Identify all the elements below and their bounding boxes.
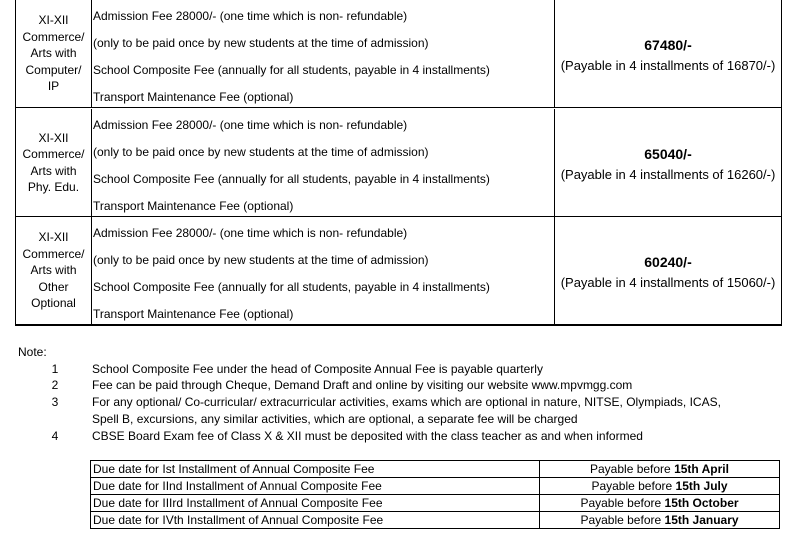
fee-item: (only to be paid once by new students at the time of admission) xyxy=(93,36,429,50)
fee-items-cell xyxy=(92,0,555,107)
note-text: For any optional/ Co-curricular/ extracurricular activities, exams which are optional in nature, NITSE, Olympiads, ICAS, xyxy=(92,395,721,409)
notes-heading: Note: xyxy=(18,345,47,359)
due-date: 15th April xyxy=(674,462,729,476)
due-date-label: Due date for IInd Installment of Annual Composite Fee xyxy=(91,478,540,495)
fee-item: Admission Fee 28000/- (one time which is non- refundable) xyxy=(93,226,408,240)
fee-item: School Composite Fee (annually for all students, payable in 4 installments) xyxy=(93,280,490,294)
fee-item: (only to be paid once by new students at the time of admission) xyxy=(93,145,429,159)
fee-item: Admission Fee 28000/- (one time which is non- refundable) xyxy=(93,118,408,132)
fee-item: Transport Maintenance Fee (optional) xyxy=(93,90,294,104)
due-date-value xyxy=(540,512,780,529)
note-text: Spell B, excursions, any similar activities, which are optional, a separate fee will be charged xyxy=(92,412,578,426)
fee-item: School Composite Fee (annually for all students, payable in 4 installments) xyxy=(93,172,490,186)
total-amount: 65040/- xyxy=(644,146,692,162)
due-date-value xyxy=(540,478,780,495)
class-cell xyxy=(16,217,92,324)
note-number: 1 xyxy=(51,362,59,376)
class-label-line: XI-XII xyxy=(38,130,69,145)
payable-prefix: Payable before xyxy=(580,496,662,510)
class-label-line: XI-XII xyxy=(38,230,69,245)
due-date-value xyxy=(540,461,780,478)
fee-items-cell xyxy=(92,109,555,216)
total-cell xyxy=(555,109,781,216)
total-cell xyxy=(555,0,781,107)
table-row xyxy=(91,512,780,529)
fee-row xyxy=(16,0,781,108)
fee-item: Admission Fee 28000/- (one time which is non- refundable) xyxy=(93,9,408,23)
installment-note: (Payable in 4 installments of 15060/-) xyxy=(560,275,776,290)
due-date-label: Due date for IIIrd Installment of Annual Composite Fee xyxy=(91,495,540,512)
due-date: 15th October xyxy=(664,496,739,510)
class-label-line: Other xyxy=(38,279,69,294)
class-label-line: Arts with xyxy=(30,163,77,178)
fee-item: School Composite Fee (annually for all students, payable in 4 installments) xyxy=(93,63,490,77)
class-cell xyxy=(16,109,92,216)
note-number: 3 xyxy=(51,395,59,409)
fee-items-cell xyxy=(92,217,555,324)
note-text: Fee can be paid through Cheque, Demand Draft and online by visiting our website www.mpvmgg.com xyxy=(92,378,633,392)
class-label-line: Arts with xyxy=(30,46,77,61)
class-label-line: Phy. Edu. xyxy=(27,180,80,194)
total-cell xyxy=(555,217,781,324)
class-label-line: Commerce/ xyxy=(22,29,85,44)
note-number: 4 xyxy=(51,429,59,443)
note-number: 2 xyxy=(51,378,59,392)
due-date-value xyxy=(540,495,780,512)
due-date: 15th July xyxy=(675,479,728,493)
class-label-line: Computer/ xyxy=(25,62,82,77)
class-label-line: Optional xyxy=(31,296,76,311)
total-amount: 60240/- xyxy=(644,254,692,270)
payable-prefix: Payable before xyxy=(580,513,662,527)
due-date: 15th January xyxy=(664,513,739,527)
fee-item: Transport Maintenance Fee (optional) xyxy=(93,199,294,213)
table-row xyxy=(91,461,780,478)
total-amount: 67480/- xyxy=(644,37,692,53)
installment-note: (Payable in 4 installments of 16870/-) xyxy=(560,58,776,73)
installment-note: (Payable in 4 installments of 16260/-) xyxy=(560,167,776,182)
note-text: School Composite Fee under the head of Composite Annual Fee is payable quarterly xyxy=(92,362,543,376)
fee-table xyxy=(15,0,782,326)
class-label-line: XI-XII xyxy=(38,13,69,28)
due-date-label: Due date for Ist Installment of Annual Composite Fee xyxy=(91,461,540,478)
fee-row xyxy=(16,217,781,326)
payable-prefix: Payable before xyxy=(590,462,671,476)
fee-item: (only to be paid once by new students at the time of admission) xyxy=(93,253,429,267)
class-label-line: Commerce/ xyxy=(22,246,85,261)
class-label-line: IP xyxy=(47,79,60,94)
class-label-line: Arts with xyxy=(30,263,77,278)
table-row xyxy=(91,478,780,495)
note-text: CBSE Board Exam fee of Class X & XII must be deposited with the class teacher as and when informed xyxy=(92,429,643,443)
due-date-label: Due date for IVth Installment of Annual Composite Fee xyxy=(91,512,540,529)
class-label-line: Commerce/ xyxy=(22,147,85,161)
payable-prefix: Payable before xyxy=(591,479,673,493)
fee-row xyxy=(16,109,781,217)
due-dates-table xyxy=(90,460,780,529)
table-row xyxy=(91,495,780,512)
class-cell xyxy=(16,0,92,107)
fee-item: Transport Maintenance Fee (optional) xyxy=(93,307,294,321)
